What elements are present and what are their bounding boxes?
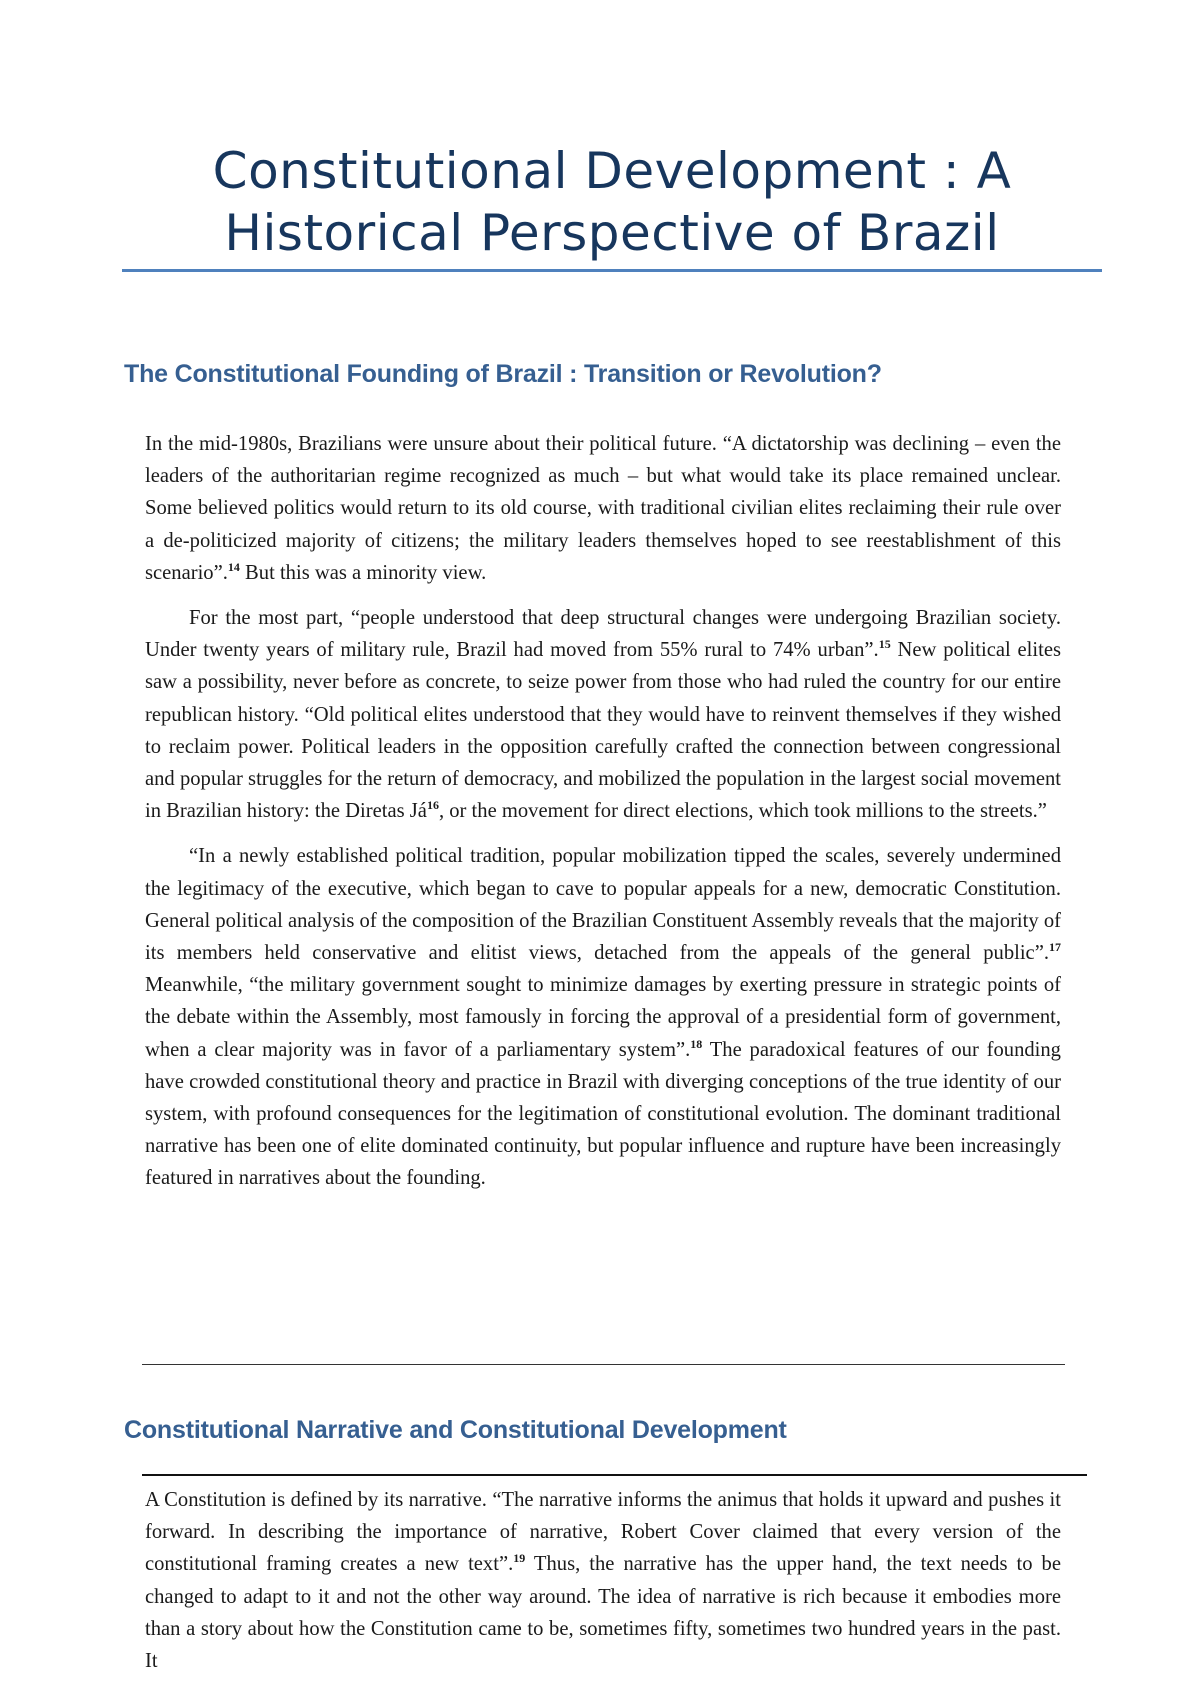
paragraph-text: “In a newly established political tradition, popular mobilization tipped the scales, severely undermined the legitimacy of the executive, which began to cave to popular appeals for a new, democratic Constitution. General political analysis of the composition of the Brazilian Constituent Assembly reveals that the majority of its members held conservative and elitist views, detached from the appeals of the general public”. bbox=[145, 845, 1061, 965]
section-heading-narrative: Constitutional Narrative and Constitutional Development bbox=[124, 1416, 787, 1444]
paragraph-text: In the mid-1980s, Brazilians were unsure about their political future. “A dictatorship was declining – even the leaders of the authoritarian regime recognized as much – but what would take its place remained unclear. Some believed politics would return to its old course, with traditional civilian elites reclaiming their rule over a de-politicized majority of citizens; the military leaders themselves hoped to see reestablishment of this scenario”. bbox=[145, 433, 1061, 584]
paragraph bbox=[145, 1484, 1061, 1677]
title-underline bbox=[122, 269, 1102, 272]
section-body-narrative bbox=[145, 1484, 1061, 1690]
paragraph-text: A Constitution is defined by its narrative. “The narrative informs the animus that holds it upward and pushes it forward. In describing the importance of narrative, Robert Cover claimed that every version of the constitutional framing creates a new text”. bbox=[145, 1489, 1061, 1576]
paragraph-text: , or the movement for direct elections, which took millions to the streets.” bbox=[438, 800, 1047, 823]
paragraph-text: For the most part, “people understood that deep structural changes were undergoing Brazilian society. Under twenty years of military rule, Brazil had moved from 55% rural to 74% urban”. bbox=[145, 607, 1061, 662]
document-title bbox=[122, 140, 1102, 264]
paragraph-text: The paradoxical features of our founding have crowded constitutional theory and practice in Brazil with diverging conceptions of the true identity of our system, with profound consequences for the legitimation of constitutional evolution. The dominant traditional narrative has been one of elite dominated continuity, but popular influence and rupture have been increasingly featured in narratives about the founding. bbox=[145, 1038, 1061, 1190]
footnote-ref[interactable]: 16 bbox=[426, 798, 439, 813]
paragraph-text: New political elites saw a possibility, never before as concrete, to seize power from those who had ruled the country for our entire republican history. “Old political elites understood that they would have to reinvent themselves if they wished to reclaim power. Political leaders in the opposition carefully crafted the connection between congressional and popular struggles for the return of democracy, and mobilized the population in the largest social movement in Brazilian history: the Diretas Já bbox=[145, 639, 1061, 823]
paragraph bbox=[145, 602, 1061, 827]
section-heading-founding: The Constitutional Founding of Brazil : Transition or Revolution? bbox=[124, 360, 882, 388]
footnote-ref[interactable]: 15 bbox=[878, 637, 891, 652]
title-line-2: Historical Perspective of Brazil bbox=[224, 204, 1000, 262]
footnote-ref[interactable]: 18 bbox=[690, 1036, 703, 1051]
footnote-ref[interactable]: 19 bbox=[513, 1551, 526, 1566]
title-line-1: Constitutional Development : A bbox=[212, 142, 1012, 200]
footnote-ref[interactable]: 17 bbox=[1049, 940, 1061, 955]
section-divider bbox=[142, 1364, 1065, 1365]
paragraph bbox=[145, 428, 1061, 589]
paragraph-text: But this was a minority view. bbox=[239, 561, 487, 584]
paragraph bbox=[145, 840, 1061, 1194]
section-body-founding bbox=[145, 428, 1061, 1208]
paragraph-text: Meanwhile, “the military government sought to minimize damages by exerting pressure in strategic points of the debate within the Assembly, most famously in forcing the approval of a presidential form of government, when a clear majority was in favor of a parliamentary system”. bbox=[145, 974, 1061, 1061]
paragraph-text: Thus, the narrative has the upper hand, the text needs to be changed to adapt to it and not the other way around. The idea of narrative is rich because it embodies more than a story about how the Constitution came to be, sometimes fifty, sometimes two hundred years in the past. It bbox=[145, 1553, 1061, 1673]
footnote-ref[interactable]: 14 bbox=[227, 559, 240, 574]
heading-divider bbox=[142, 1474, 1087, 1476]
